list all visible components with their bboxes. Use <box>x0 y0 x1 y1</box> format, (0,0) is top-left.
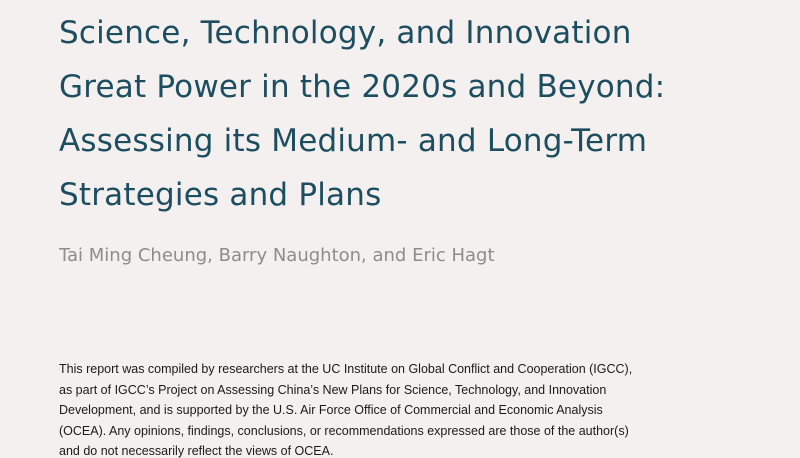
disclaimer-line: and do not necessarily reflect the views of OCEA. <box>59 444 334 458</box>
disclaimer-line: (OCEA). Any opinions, findings, conclusions, or recommendations expressed are those of the author(s) <box>59 423 629 438</box>
report-title-line: Science, Technology, and Innovation <box>59 15 632 51</box>
report-authors: Tai Ming Cheung, Barry Naughton, and Eric Hagt <box>59 245 495 266</box>
disclaimer-line: Development, and is supported by the U.S. Air Force Office of Commercial and Economic Analysis <box>59 403 603 417</box>
disclaimer-line: as part of IGCC’s Project on Assessing China’s New Plans for Science, Technology, and Innovation <box>59 382 607 397</box>
funding-disclaimer <box>59 359 759 458</box>
report-title-line: Strategies and Plans <box>59 177 382 213</box>
report-title-line: Great Power in the 2020s and Beyond: <box>59 69 666 105</box>
disclaimer-line: This report was compiled by researchers at the UC Institute on Global Conflict and Cooperation (IGCC), <box>59 362 633 376</box>
report-title <box>59 6 779 222</box>
report-title-line: Assessing its Medium- and Long-Term <box>59 123 648 159</box>
